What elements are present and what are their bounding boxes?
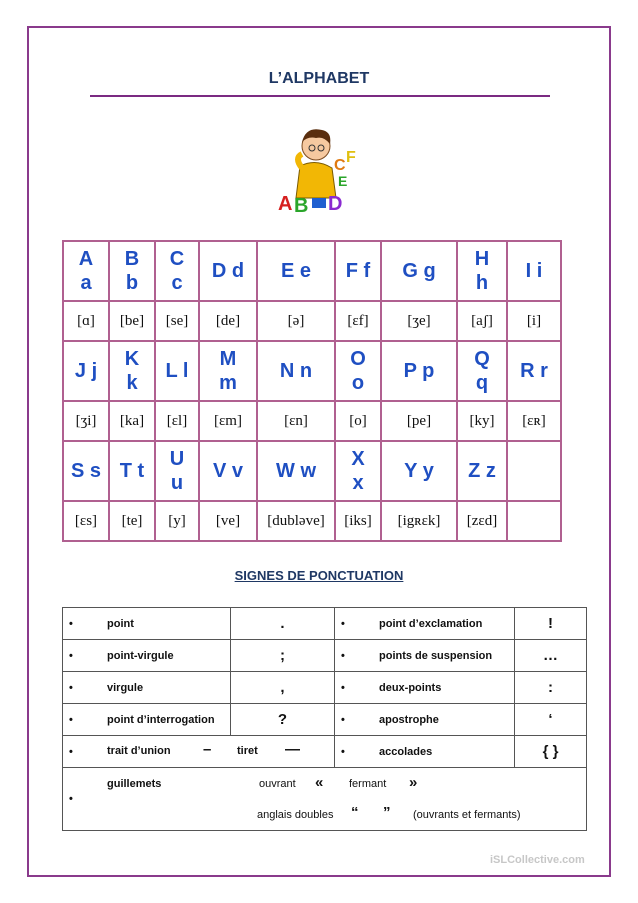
letter-cell [199, 441, 257, 501]
alphabet-phonetic-row [63, 501, 561, 541]
phonetic-cell: [aʃ] [457, 301, 507, 341]
punct-label: • virgule [63, 672, 231, 704]
alphabet-clipart-icon [272, 118, 362, 218]
letter-cell [199, 341, 257, 401]
lowercase-letter: m [219, 372, 237, 394]
punct-label: fermant [349, 778, 387, 790]
lowercase-letter: k [126, 372, 138, 394]
punct-label: • guillemets [107, 778, 162, 790]
letter-cell [335, 241, 381, 301]
letter-cell [507, 341, 561, 401]
phonetic-cell: [ɛf] [335, 301, 381, 341]
uppercase-letter: F [345, 260, 358, 282]
uppercase-letter: C [169, 248, 185, 270]
phonetic-cell: [ɛm] [199, 401, 257, 441]
letter-cell [257, 441, 335, 501]
title-underline [90, 95, 550, 97]
punct-row [63, 640, 587, 672]
letter-cell [457, 441, 507, 501]
punct-row [63, 704, 587, 736]
punct-symbol: ” [383, 804, 391, 821]
phonetic-cell: [ə] [257, 301, 335, 341]
phonetic-cell: [se] [155, 301, 199, 341]
uppercase-letter: P [403, 360, 417, 382]
lowercase-letter: g [423, 260, 436, 282]
uppercase-letter: G [402, 260, 418, 282]
punct-symbol: ; [231, 640, 335, 672]
lowercase-letter: j [91, 360, 98, 382]
punct-symbol: ! [515, 608, 587, 640]
phonetic-cell: [o] [335, 401, 381, 441]
punct-label: • points de suspension [335, 640, 515, 672]
letter-cell [109, 341, 155, 401]
letter-cell [63, 241, 109, 301]
phonetic-cell: [dubləve] [257, 501, 335, 541]
svg-text:E: E [338, 173, 348, 189]
uppercase-letter: H [474, 248, 490, 270]
lowercase-letter: s [89, 460, 102, 482]
lowercase-letter: c [171, 272, 183, 294]
letter-cell [507, 441, 561, 501]
lowercase-letter: u [170, 472, 184, 494]
punct-symbol: – [203, 741, 212, 758]
letter-cell [457, 341, 507, 401]
uppercase-letter: O [350, 348, 366, 370]
uppercase-letter: W [275, 460, 295, 482]
phonetic-cell: [ɛʀ] [507, 401, 561, 441]
alphabet-letter-row [63, 241, 561, 301]
punct-label: • deux-points [335, 672, 515, 704]
uppercase-letter: E [280, 260, 295, 282]
lowercase-letter: d [231, 260, 245, 282]
punct-symbol: … [515, 640, 587, 672]
lowercase-letter: h [475, 272, 489, 294]
uppercase-letter: Y [404, 460, 418, 482]
lowercase-letter: o [351, 372, 365, 394]
uppercase-letter: L [165, 360, 178, 382]
phonetic-cell: [iks] [335, 501, 381, 541]
punct-symbol: { } [515, 736, 587, 768]
phonetic-cell: [be] [109, 301, 155, 341]
svg-text:B: B [294, 195, 309, 217]
svg-text:F: F [346, 149, 356, 166]
uppercase-letter: T [119, 460, 132, 482]
phonetic-cell: [ve] [199, 501, 257, 541]
letter-cell [155, 341, 199, 401]
lowercase-letter: n [299, 360, 313, 382]
phonetic-cell: [ɛl] [155, 401, 199, 441]
lowercase-letter: y [422, 460, 434, 482]
uppercase-letter: J [74, 360, 86, 382]
letter-cell [381, 341, 457, 401]
uppercase-letter: Q [474, 348, 490, 370]
punct-label: • point d’exclamation [335, 608, 515, 640]
lowercase-letter: x [352, 472, 364, 494]
letter-cell [199, 241, 257, 301]
punct-label: • point d’interrogation [63, 704, 231, 736]
letter-cell [335, 441, 381, 501]
lowercase-letter: p [422, 360, 435, 382]
uppercase-letter: K [124, 348, 140, 370]
uppercase-letter: Z [468, 460, 481, 482]
letter-cell [109, 241, 155, 301]
lowercase-letter: q [475, 372, 489, 394]
lowercase-letter: z [485, 460, 496, 482]
lowercase-letter: e [299, 260, 312, 282]
phonetic-cell: [ɑ] [63, 301, 109, 341]
letter-cell [257, 241, 335, 301]
punct-symbol: » [409, 774, 418, 791]
watermark: iSLCollective.com [490, 854, 585, 866]
letter-cell [257, 341, 335, 401]
punct-symbol: , [231, 672, 335, 704]
phonetic-cell: [ʒi] [63, 401, 109, 441]
punct-symbol: « [315, 774, 324, 791]
phonetic-cell: [y] [155, 501, 199, 541]
uppercase-letter: S [70, 460, 85, 482]
phonetic-cell: [ka] [109, 401, 155, 441]
punct-symbol: “ [351, 804, 359, 821]
punct-label: anglais doubles [257, 809, 334, 821]
uppercase-letter: I [525, 260, 532, 282]
letter-cell [155, 441, 199, 501]
punct-guillemets-cell [63, 768, 587, 831]
lowercase-letter: a [80, 272, 92, 294]
phonetic-cell: [igʀɛk] [381, 501, 457, 541]
svg-text:D: D [328, 193, 343, 215]
punctuation-title: SIGNES DE PONCTUATION [234, 568, 404, 583]
punct-symbol: ‘ [515, 704, 587, 736]
punct-row [63, 672, 587, 704]
alphabet-letter-row [63, 341, 561, 401]
uppercase-letter: R [520, 360, 535, 382]
uppercase-letter: A [78, 248, 94, 270]
letter-cell [457, 241, 507, 301]
phonetic-cell: [zɛd] [457, 501, 507, 541]
lowercase-letter: v [231, 460, 244, 482]
letter-cell [381, 241, 457, 301]
lowercase-letter: l [182, 360, 189, 382]
phonetic-cell [507, 501, 561, 541]
phonetic-cell: [ʒe] [381, 301, 457, 341]
lowercase-letter: f [363, 260, 371, 282]
lowercase-letter: t [137, 460, 145, 482]
page-title: L’ALPHABET [268, 70, 370, 87]
phonetic-cell: [te] [109, 501, 155, 541]
uppercase-letter: B [124, 248, 140, 270]
punct-symbol: ? [231, 704, 335, 736]
uppercase-letter: D [211, 260, 227, 282]
lowercase-letter: b [125, 272, 139, 294]
phonetic-cell: [ɛs] [63, 501, 109, 541]
letter-cell [335, 341, 381, 401]
svg-text:C: C [334, 157, 346, 174]
uppercase-letter: N [279, 360, 295, 382]
alphabet-phonetic-row [63, 401, 561, 441]
letter-cell [507, 241, 561, 301]
lowercase-letter: r [540, 360, 548, 382]
punctuation-table [62, 607, 587, 831]
alphabet-table [62, 240, 562, 542]
letter-cell [63, 341, 109, 401]
letter-cell [63, 441, 109, 501]
punct-symbol: . [231, 608, 335, 640]
uppercase-letter: M [219, 348, 237, 370]
punct-label: ouvrant [259, 778, 296, 790]
punct-label: • trait d’union [107, 745, 171, 757]
punct-symbol: : [515, 672, 587, 704]
punct-symbol: — [285, 741, 300, 758]
punct-label: • point-virgule [63, 640, 231, 672]
punct-label: • apostrophe [335, 704, 515, 736]
punct-label: tiret [237, 745, 258, 757]
punct-dash-cell [63, 736, 335, 768]
punct-row [63, 736, 587, 768]
uppercase-letter: V [212, 460, 227, 482]
punct-label: • point [63, 608, 231, 640]
phonetic-cell: [ɛn] [257, 401, 335, 441]
phonetic-cell: [i] [507, 301, 561, 341]
punct-row [63, 608, 587, 640]
phonetic-cell: [de] [199, 301, 257, 341]
phonetic-cell: [ky] [457, 401, 507, 441]
lowercase-letter: i [536, 260, 543, 282]
punct-label: (ouvrants et fermants) [413, 809, 521, 821]
letter-cell [155, 241, 199, 301]
letter-cell [109, 441, 155, 501]
letter-cell [381, 441, 457, 501]
phonetic-cell: [pe] [381, 401, 457, 441]
punct-label: • accolades [335, 736, 515, 768]
uppercase-letter: X [351, 448, 365, 470]
uppercase-letter: U [169, 448, 185, 470]
alphabet-phonetic-row [63, 301, 561, 341]
punct-row-guillemets [63, 768, 587, 831]
svg-text:A: A [278, 193, 293, 215]
lowercase-letter: w [300, 460, 316, 482]
alphabet-letter-row [63, 441, 561, 501]
